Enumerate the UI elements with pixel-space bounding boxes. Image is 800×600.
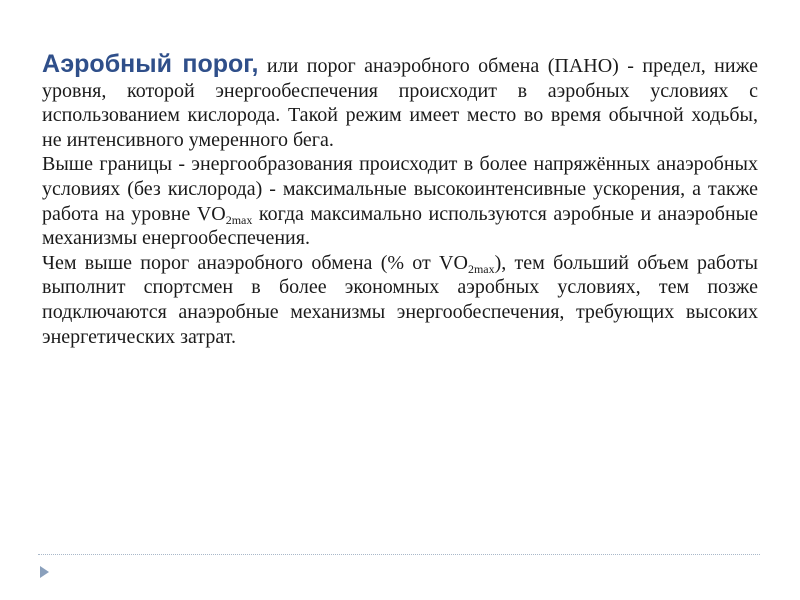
subscript-2max: 2max <box>225 212 253 227</box>
triangle-right-icon <box>40 566 49 578</box>
paragraph-text: ), тем больший объем работы выполнит спортсмен в более экономных аэробных условиях, тем позже подключаются анаэробные механизмы энергообеспечения, требующих высоких энергетических затрат. <box>42 251 758 348</box>
paragraph-aerobic-threshold <box>42 52 758 152</box>
paragraph-text: или порог анаэробного обмена (ПАНО) - предел, ниже уровня, которой энергообеспечения происходит в аэробных условиях с использованием кислорода. Такой режим имеет место во время обычной ходьбы, не интенсивного умеренного бега. <box>42 55 759 151</box>
footer-divider <box>38 554 760 555</box>
term-heading: Аэробный порог, <box>42 50 259 78</box>
paragraph-text: Чем выше порог анаэробного обмена (% от VO <box>42 251 468 274</box>
paragraph-text: когда максимально используются аэробные и анаэробные механизмы енергообеспечения. <box>42 202 759 250</box>
paragraph-text: Выше границы - энергообразования происходит в более напряжённых анаэробных условиях (без кислорода) - максимальные высокоинтенсивные ускорения, а также работа на уровне VO <box>42 153 758 225</box>
paragraph-anaerobic-zone <box>42 152 758 250</box>
slide-body <box>42 52 758 349</box>
subscript-2max: 2max <box>467 261 495 276</box>
paragraph-threshold-effect <box>42 251 758 349</box>
